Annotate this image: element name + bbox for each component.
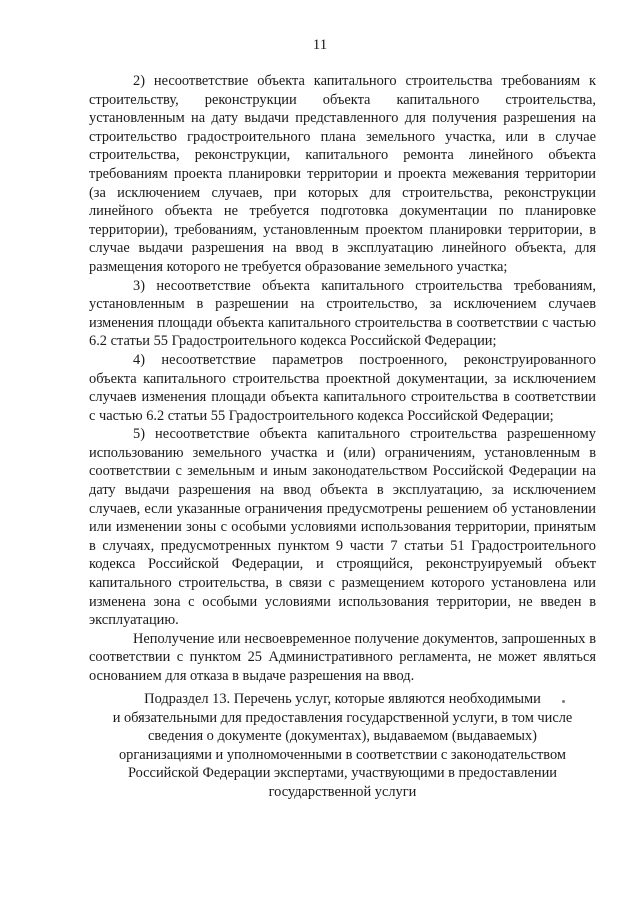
paragraph-item-5: 5) несоответствие объекта капитального строительства разрешенному использованию земельного участка и (или) ограничениям, установленным в соответствии с земельным и иным законодательством Российской Федерации на дату выдачи разрешения на ввод объекта в эксплуатацию, за исключением случаев, если указанные ограничения предусмотрены решением об установлении или изменении зоны с особыми условиями использования территории, принятым в случаях, предусмотренных пунктом 9 части 7 статьи 51 Градостроительного кодекса Российской Федерации, и строящийся, реконструируемый объект капитального строительства, в связи с размещением которого установлена или изменена зона с особыми условиями использования территории, не введен в эксплуатацию. xyxy=(89,426,596,629)
section-heading-line: Российской Федерации экспертами, участвующими в предоставлении xyxy=(127,765,558,782)
section-heading-line: государственной услуги xyxy=(268,783,417,800)
paragraph-non-receipt: Неполучение или несвоевременное получение документов, запрошенных в соответствии с пунктом 25 Административного регламента, не может являться основанием для отказа в выдаче разрешения на ввод. xyxy=(89,630,596,684)
section-heading-line: Подраздел 13. Перечень услуг, которые являются необходимыми xyxy=(144,691,541,707)
section-heading-line: организациями и уполномоченными в соответствии с законодательством xyxy=(118,746,567,763)
paragraph-item-4: 4) несоответствие параметров построенного, реконструированного объекта капитального строительства проектной документации, за исключением случаев изменения площади объекта капитального строительства в соответствии с частью 6.2 статьи 55 Градостроительного кодекса Российской Федерации; xyxy=(89,351,596,424)
section-heading-line: и обязательными для предоставления государственной услуги, в том числе xyxy=(112,709,573,726)
section-heading xyxy=(89,690,596,802)
body-text xyxy=(89,72,596,686)
paragraph-item-2: 2) несоответствие объекта капитального строительства требованиям к строительству, реконструкции объекта капитального строительства, установленным на дату выдачи представленного для получения разрешения на строительство градостроительного плана земельного участка, или в случае строительства, реконструкции, капитального ремонта линейного объекта требованиям проекта планировки территории и проекта межевания территории (за исключением случаев, при которых для строительства, реконструкции линейного объекта не требуется подготовка документации по планировке территории), требованиям, установленным проектом планировки территории, в случае выдачи разрешения на ввод в эксплуатацию линейного объекта, для размещения которого не требуется образование земельного участка; xyxy=(89,73,596,275)
scan-speck xyxy=(562,700,565,703)
paragraph-item-3: 3) несоответствие объекта капитального строительства требованиям, установленным в разрешении на строительство, за исключением случаев изменения площади объекта капитального строительства в соответствии с частью 6.2 статьи 55 Градостроительного кодекса Российской Федерации; xyxy=(89,277,596,350)
page-number: 11 xyxy=(312,37,328,53)
section-heading-line: сведения о документе (документах), выдаваемом (выдаваемых) xyxy=(148,728,537,745)
